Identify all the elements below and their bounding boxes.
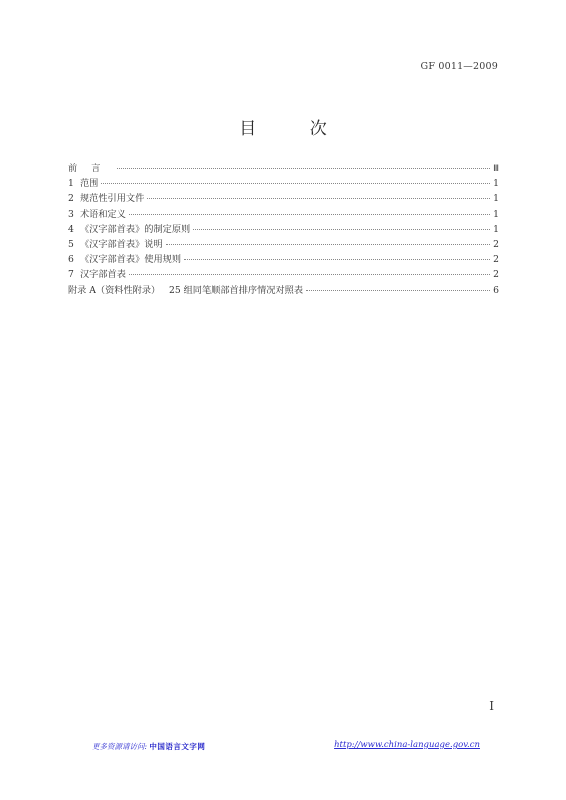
toc-entry-page: 1 [493,208,499,220]
toc-entry-label: 《汉字部首表》说明 [80,238,163,250]
toc-leader-dots [166,244,490,245]
toc-entry-page: 6 [493,284,499,296]
toc-leader-dots [184,259,490,260]
toc-entry-normative-references[interactable] [68,190,499,205]
toc-entry-usage-rules[interactable] [68,251,499,266]
toc-entry-terms-definitions[interactable] [68,206,499,221]
toc-entry-page: 2 [493,269,499,281]
page-number: I [489,699,494,713]
toc-entry-label: 前言 [68,163,115,174]
toc-leader-dots [306,290,490,291]
toc-entry-number: 4 [68,223,74,235]
toc-entry-number: 7 [68,269,74,281]
toc-leader-dots [129,274,490,275]
toc-entry-page: 2 [493,238,499,250]
toc-entry-number: 1 [68,178,74,190]
toc-entry-annex-a[interactable] [68,282,499,297]
toc-entry-label: 术语和定义 [80,208,126,220]
toc-entry-number: 5 [68,238,74,250]
toc-entry-page: 2 [493,254,499,266]
toc-entry-number: 3 [68,208,74,220]
toc-entry-preface[interactable] [68,160,499,175]
toc-leader-dots [129,214,490,215]
toc-entry-number: 6 [68,254,74,266]
toc-leader-dots [101,183,490,184]
toc-entry-radical-table[interactable] [68,266,499,281]
footer-url-link[interactable]: http://www.china-language.gov.cn [334,740,480,750]
toc-entry-label: 附录 A（资料性附录） 25 组同笔顺部首排序情况对照表 [68,284,304,296]
toc-entry-page: 1 [493,223,499,235]
toc-entry-number: 2 [68,193,74,205]
toc-entry-page: Ⅲ [493,164,499,174]
toc-entry-principles[interactable] [68,221,499,236]
toc-entry-label: 范围 [80,178,99,190]
toc-leader-dots [117,168,490,169]
toc-entry-scope[interactable] [68,175,499,190]
toc-entry-explanation[interactable] [68,236,499,251]
toc-title: 目 次 [239,119,351,139]
footer-resource-note [92,741,205,752]
footer-site-name[interactable]: 中国语言文字网 [149,742,206,751]
standard-number: GF 0011—2009 [420,61,498,72]
toc-entry-label: 规范性引用文件 [80,193,145,205]
toc-leader-dots [147,198,490,199]
footer-prefix: 更多资源请访问: [92,742,148,751]
toc-entry-label: 《汉字部首表》的制定原则 [80,223,191,235]
toc-entry-page: 1 [493,178,499,190]
toc-leader-dots [193,229,490,230]
toc-entry-label: 《汉字部首表》使用规则 [80,254,182,266]
toc-entry-label: 汉字部首表 [80,269,126,281]
toc-entry-page: 1 [493,193,499,205]
table-of-contents [68,160,499,297]
